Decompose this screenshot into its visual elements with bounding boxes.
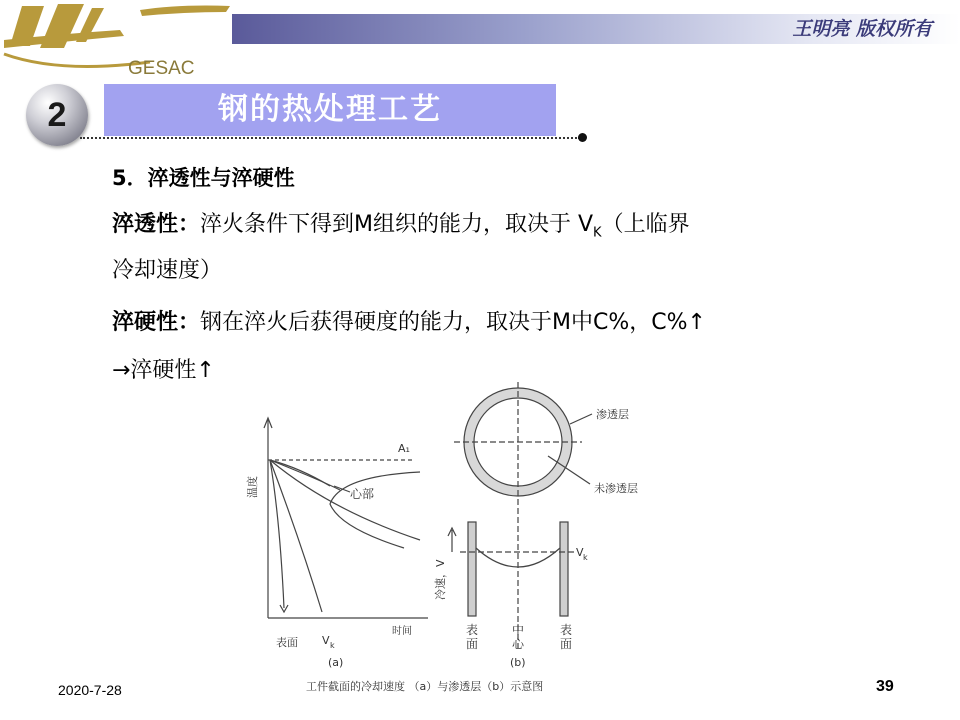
- surface-right-1: 表: [560, 623, 573, 637]
- paragraph-hardenability-line2: 冷却速度）: [112, 258, 223, 283]
- wall-left: [468, 522, 476, 616]
- p1-tail: （上临界: [601, 212, 690, 237]
- core-curve: [330, 472, 420, 548]
- figure-caption: 工件截面的冷却速度 （a）与渗透层（b）示意图: [306, 680, 544, 693]
- b-ylabel: 冷速，V: [434, 559, 447, 600]
- page-title: 钢的热处理工艺: [218, 92, 442, 127]
- caption-b: (b): [510, 656, 526, 669]
- curve-3: [270, 460, 420, 540]
- subtitle: 5．淬透性与淬硬性: [112, 166, 295, 190]
- p1-text: 淬火条件下得到M组织的能力，取决于 V: [200, 212, 594, 237]
- surface-right-2: 面: [560, 637, 573, 651]
- term-hardenability: 淬透性：: [112, 212, 201, 237]
- vk-sub-a: k: [330, 641, 335, 650]
- surface-left-1: 表: [466, 623, 479, 637]
- a1-label: A₁: [398, 442, 410, 455]
- core-leader: [334, 486, 350, 492]
- surface-left-2: 面: [466, 637, 479, 651]
- leader-permeable: [570, 414, 592, 424]
- surface-label: 表面: [276, 636, 298, 649]
- center-1: 中: [512, 623, 525, 637]
- footer-date: 2020-7-28: [58, 682, 122, 698]
- vk-label-a: V: [322, 634, 330, 647]
- center-2: 心: [512, 637, 525, 651]
- vk-label-b: V: [576, 546, 584, 559]
- p1-vk-subscript: K: [593, 225, 602, 241]
- permeable-label: 渗透层: [596, 408, 629, 421]
- logo-text: GESAC: [128, 58, 195, 79]
- copyright-text: 王明亮 版权所有: [792, 18, 932, 40]
- nonpermeable-label: 未渗透层: [594, 482, 638, 495]
- core-label: 心部: [350, 487, 375, 501]
- a-ylabel: 温度: [246, 476, 259, 498]
- wall-right: [560, 522, 568, 616]
- term-hardness: 淬硬性：: [112, 310, 201, 335]
- p2-text: 钢在淬火后获得硬度的能力，取决于M中C%，C%↑: [200, 310, 706, 335]
- curve-vk: [270, 460, 322, 612]
- section-number: 2: [47, 96, 67, 134]
- vk-sub-b: k: [583, 553, 588, 562]
- curve-surface: [270, 460, 284, 608]
- caption-a: (a): [328, 656, 344, 669]
- time-label: 时间: [392, 626, 412, 637]
- page-number: 39: [876, 678, 894, 695]
- paragraph-hardness-line2: →淬硬性↑: [112, 358, 215, 383]
